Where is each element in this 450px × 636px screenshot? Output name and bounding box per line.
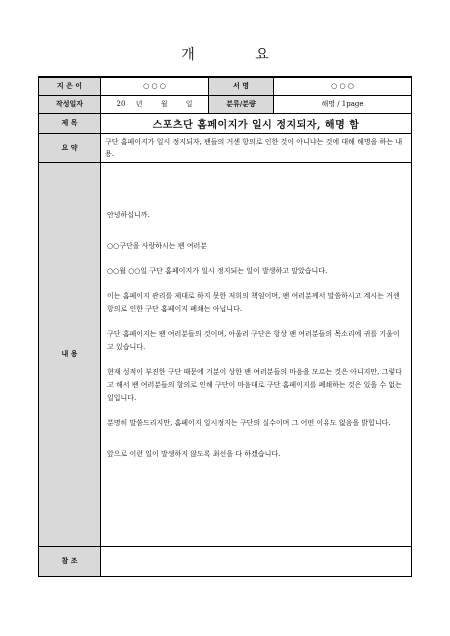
content-body	[101, 162, 412, 546]
summary-label: 요 약	[39, 133, 101, 162]
content-paragraph: 앞으로 이런 일이 발생하지 않도록 최선을 다 하겠습니다.	[107, 449, 281, 458]
subject-value: 스포츠단 홈페이지가 일시 정지되자, 해명 함	[101, 113, 412, 133]
content-paragraph: 이는 홈페이지 관리를 제대로 하지 못한 저희의 책임이며, 팬 여러분께서 말씀하시고 계시는 거센 항의로 인한 구단 홈페이지 폐쇄는 아닙니다.	[107, 291, 400, 313]
page-title: 개 요	[181, 47, 297, 63]
content-paragraph: 안녕하십니까.	[107, 210, 150, 219]
content-paragraph: ○○구단을 사랑하시는 팬 여러분	[107, 241, 208, 250]
content-label: 내 용	[39, 162, 101, 546]
overview-form	[38, 76, 412, 577]
summary-value: 구단 홈페이지가 일시 정지되자, 팬들의 거센 항의로 인한 것이 아니냐는 것에 대해 해명을 하는 내용.	[101, 133, 412, 162]
content-paragraph: 분명히 말씀드리지만, 홈페이지 일시정지는 구단의 실수이며 그 어떤 이유도 없음을 밝힙니다.	[107, 418, 391, 427]
date-day: 일	[185, 100, 193, 108]
author-value: ○ ○ ○	[101, 77, 209, 95]
date-year: 년	[135, 100, 143, 108]
author-label: 지 은 이	[39, 77, 101, 95]
date-month: 월	[160, 100, 168, 108]
subject-label: 제 목	[39, 113, 101, 133]
date-label: 작성일자	[39, 95, 101, 113]
reference-value	[101, 546, 412, 576]
signature-value: ○ ○ ○	[274, 77, 412, 95]
reference-label: 참 조	[39, 546, 101, 576]
content-paragraph: 구단 홈페이지는 팬 여러분들의 것이며, 아울러 구단은 항상 팬 여러분들의 목소리에 귀를 기울이고 있습니다.	[107, 329, 400, 351]
signature-label: 서 명	[209, 77, 274, 95]
content-paragraph: 현재 성적이 부진한 구단 때문에 기분이 상한 팬 여러분들의 마음을 모르는 것은 아니지만, 그렇다고 해서 팬 여러분들의 항의로 인해 구단이 마음대로 구단 홈페이지를 폐쇄하는 것은 있을 수 없는 일입니다.	[107, 367, 402, 402]
category-label: 분류/분량	[209, 95, 274, 113]
content-paragraph: ○○월 ○○일 구단 홈페이지가 일시 정지되는 일이 발생하고 말았습니다.	[107, 266, 328, 275]
date-year-prefix: 20	[116, 100, 126, 108]
date-value	[101, 95, 209, 113]
category-value: 해명 / 1page	[274, 95, 412, 113]
